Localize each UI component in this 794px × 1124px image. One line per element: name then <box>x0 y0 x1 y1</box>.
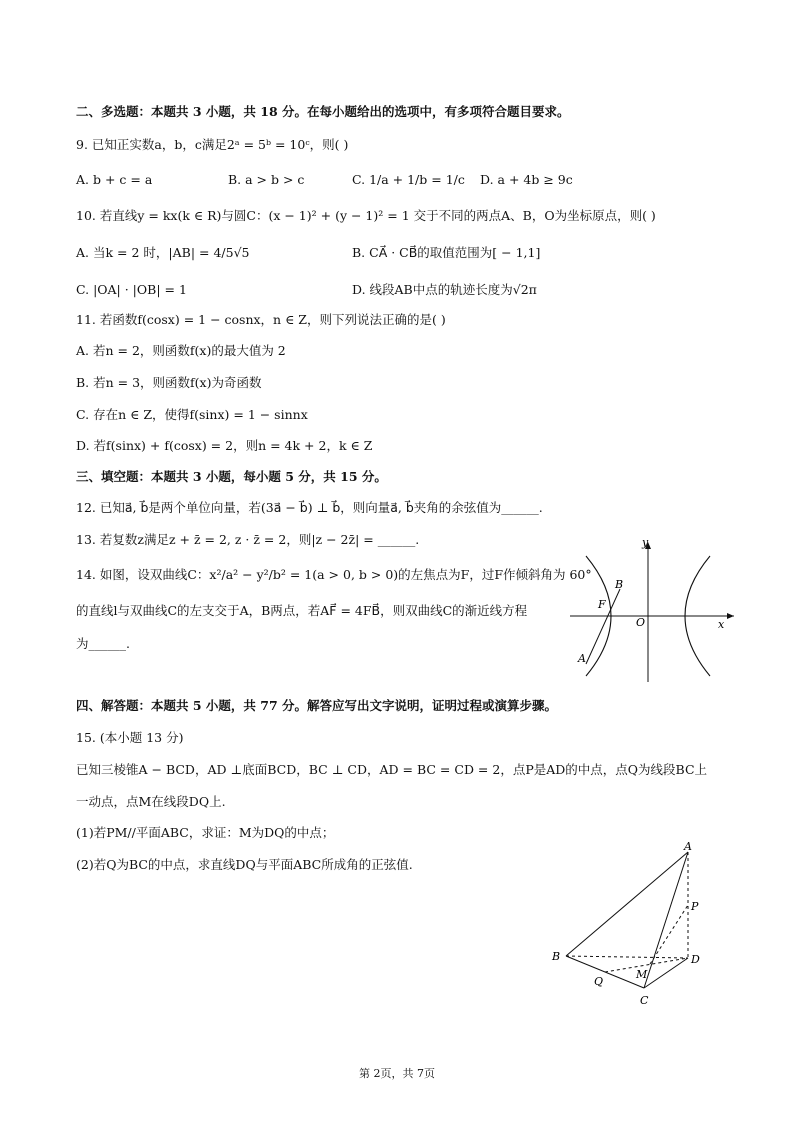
q10-option-c: C. |OA| · |OB| = 1 <box>76 282 187 297</box>
section3-heading: 三、填空题：本题共 3 小题，每小题 5 分，共 15 分。 <box>76 469 387 484</box>
q11-option-b: B. 若n = 3，则函数f(x)为奇函数 <box>76 375 262 390</box>
label-A: A <box>578 652 586 665</box>
label-Q: Q <box>594 975 604 988</box>
edge-BD <box>566 956 688 958</box>
segment-PM <box>650 905 688 964</box>
q11-stem: 11. 若函数f(cosx) = 1 − cosnx，n ∈ Z，则下列说法正确的是( ) <box>76 312 446 327</box>
q10-stem: 10. 若直线y = kx(k ∈ R)与圆C：(x − 1)² + (y − 1)² = 1 交于不同的两点A、B，O为坐标原点，则( ) <box>76 208 656 223</box>
q14-line1: 14. 如图，设双曲线C：x²/a² − y²/b² = 1(a > 0, b > 0)的左焦点为F，过F作倾斜角为 60° <box>76 567 592 582</box>
q14-hyperbola-figure <box>568 538 738 684</box>
q9-option-c: C. 1/a + 1/b = 1/c <box>352 172 465 187</box>
label-x: x <box>718 618 725 631</box>
label-B: B <box>552 950 561 963</box>
q15-part2: (2)若Q为BC的中点，求直线DQ与平面ABC所成角的正弦值. <box>76 857 413 872</box>
label-P: P <box>691 900 699 913</box>
edge-AC <box>644 852 688 988</box>
label-A: A <box>684 840 692 853</box>
q9-option-a: A. b + c = a <box>76 172 153 187</box>
q15-title: 15. (本小题 13 分) <box>76 730 184 745</box>
q15-line2: 一动点，点M在线段DQ上. <box>76 794 226 809</box>
section2-heading: 二、多选题：本题共 3 小题，共 18 分。在每小题给出的选项中，有多项符合题目要求。 <box>76 104 570 119</box>
q11-option-a: A. 若n = 2，则函数f(x)的最大值为 2 <box>76 343 286 358</box>
page-footer: 第 2页，共 7页 <box>359 1067 435 1080</box>
q11-option-d: D. 若f(sinx) + f(cosx) = 2，则n = 4k + 2，k ∈ Z <box>76 438 373 453</box>
q10-option-d: D. 线段AB中点的轨迹长度为√2π <box>352 282 537 297</box>
section4-heading: 四、解答题：本题共 5 小题，共 77 分。解答应写出文字说明，证明过程或演算步骤。 <box>76 698 558 713</box>
label-C: C <box>640 994 649 1007</box>
label-F: F <box>598 598 606 611</box>
q9-option-d: D. a + 4b ≥ 9c <box>480 172 573 187</box>
q10-option-a: A. 当k = 2 时，|AB| = 4/5√5 <box>76 245 250 260</box>
label-D: D <box>691 953 700 966</box>
edge-BA <box>566 852 688 956</box>
label-O: O <box>636 616 646 629</box>
label-y: y <box>642 538 649 549</box>
q11-option-c: C. 存在n ∈ Z，使得f(sinx) = 1 − sinnx <box>76 407 308 422</box>
x-axis-arrow <box>727 613 734 619</box>
label-M: M <box>636 968 648 981</box>
q14-line3: 为______. <box>76 636 130 651</box>
q15-tetrahedron-figure <box>548 838 718 1014</box>
q14-line2: 的直线l与双曲线C的左支交于A，B两点，若AF⃗ = 4FB⃗，则双曲线C的渐近线方程 <box>76 603 528 618</box>
q9-option-b: B. a > b > c <box>228 172 305 187</box>
q15-part1: (1)若PM//平面ABC，求证：M为DQ的中点； <box>76 825 335 840</box>
q9-stem: 9. 已知正实数a，b，c满足2ᵃ = 5ᵇ = 10ᶜ，则( ) <box>76 137 349 152</box>
q15-line1: 已知三棱锥A − BCD，AD ⊥底面BCD，BC ⊥ CD，AD = BC = CD = 2，点P是AD的中点，点Q为线段BC上 <box>76 762 708 777</box>
label-B: B <box>615 578 624 591</box>
q12-stem: 12. 已知a⃗, b⃗是两个单位向量，若(3a⃗ − b⃗) ⊥ b⃗，则向量a⃗, b⃗夹角的余弦值为______. <box>76 500 543 515</box>
q10-option-b: B. CA⃗ · CB⃗的取值范围为[ − 1,1] <box>352 245 541 260</box>
q13-stem: 13. 若复数z满足z + z̄ = 2, z · z̄ = 2，则|z − 2z̄| = ______. <box>76 532 420 547</box>
